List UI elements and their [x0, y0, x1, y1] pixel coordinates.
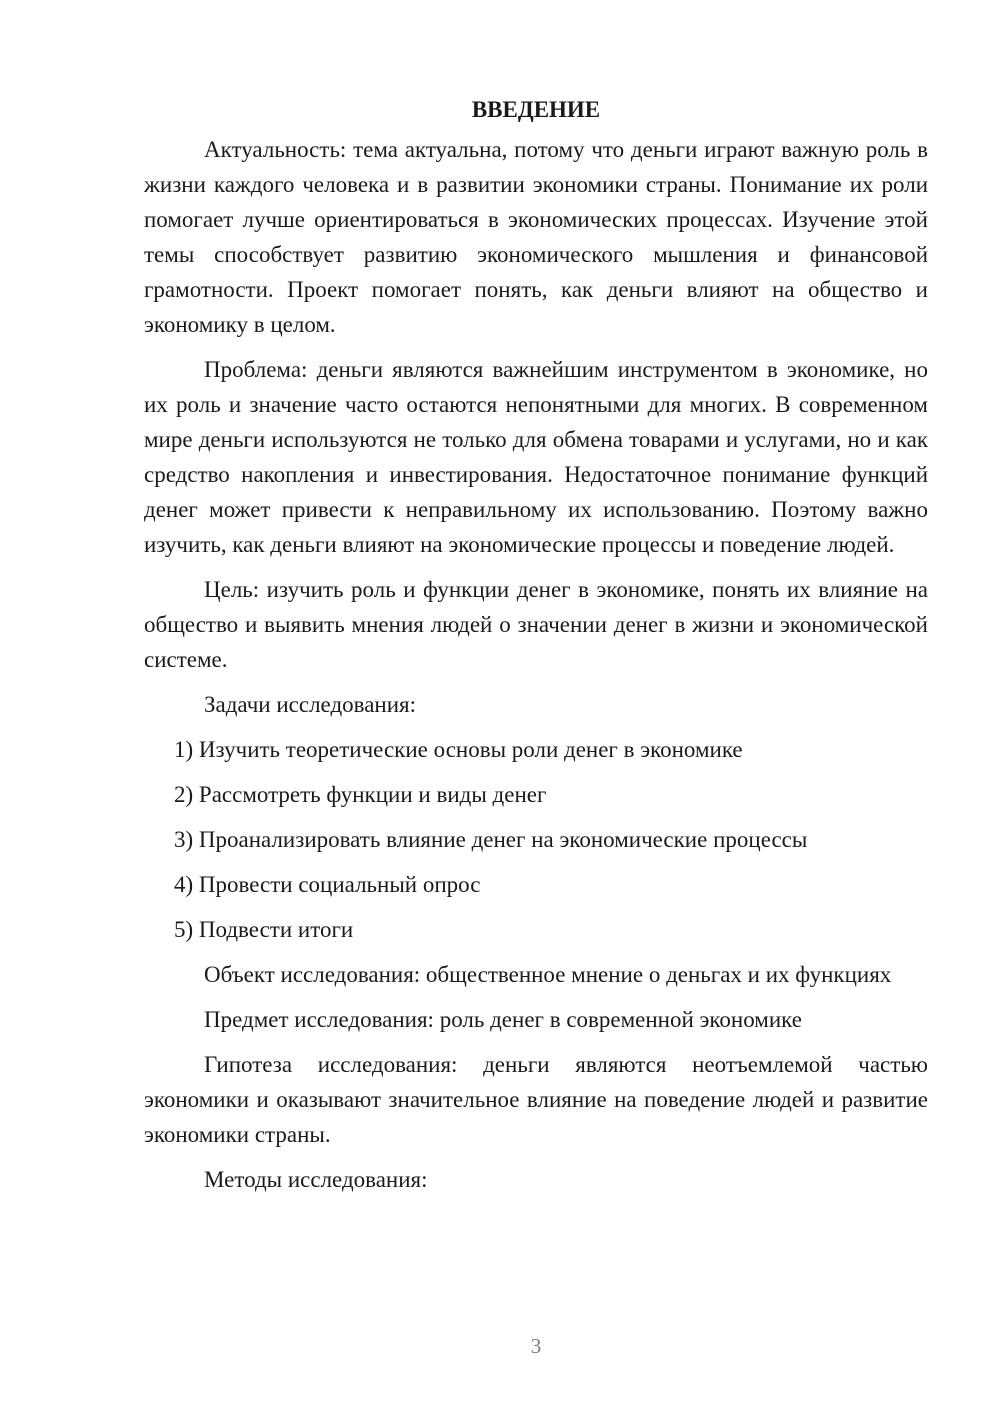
paragraph-hypothesis: Гипотеза исследования: деньги являются неотъемлемой частью экономики и оказывают значительное влияние на поведение людей и развитие экономики страны.: [144, 1052, 928, 1147]
list-item-task-1: 1) Изучить теоретические основы роли денег в экономике: [174, 737, 743, 762]
list-item-task-4: 4) Провести социальный опрос: [174, 872, 481, 897]
methods-title: Методы исследования:: [204, 1167, 428, 1192]
list-item-task-5: 5) Подвести итоги: [174, 917, 354, 942]
page-number: 3: [530, 1334, 542, 1358]
paragraph-problem: Проблема: деньги являются важнейшим инструментом в экономике, но их роль и значение часто остаются непонятными для многих. В современном мире деньги используются не только для обмена товарами и услугами, но и как средство накопления и инвестирования. Недостаточное понимание функций денег может привести к неправильному их использованию. Поэтому важно изучить, как деньги влияют на экономические процессы и поведение людей.: [144, 357, 928, 557]
paragraph-object: Объект исследования: общественное мнение о деньгах и их функциях: [204, 962, 892, 987]
page-content: [144, 92, 928, 1207]
paragraph-subject: Предмет исследования: роль денег в современной экономике: [204, 1007, 802, 1032]
tasks-list: [144, 732, 928, 947]
list-item-task-3: 3) Проанализировать влияние денег на экономические процессы: [174, 827, 808, 852]
list-item-task-2: 2) Рассмотреть функции и виды денег: [174, 782, 547, 807]
section-heading: ВВЕДЕНИЕ: [471, 97, 601, 122]
paragraph-goal: Цель: изучить роль и функции денег в экономике, понять их влияние на общество и выявить мнения людей о значении денег в жизни и экономической системе.: [144, 577, 928, 672]
tasks-title: Задачи исследования:: [204, 692, 417, 717]
paragraph-relevance: Актуальность: тема актуальна, потому что деньги играют важную роль в жизни каждого человека и в развитии экономики страны. Понимание их роли помогает лучше ориентироваться в экономических процессах. Изучение этой темы способствует развитию экономического мышления и финансовой грамотности. Проект помогает понять, как деньги влияют на общество и экономику в целом.: [144, 137, 928, 337]
